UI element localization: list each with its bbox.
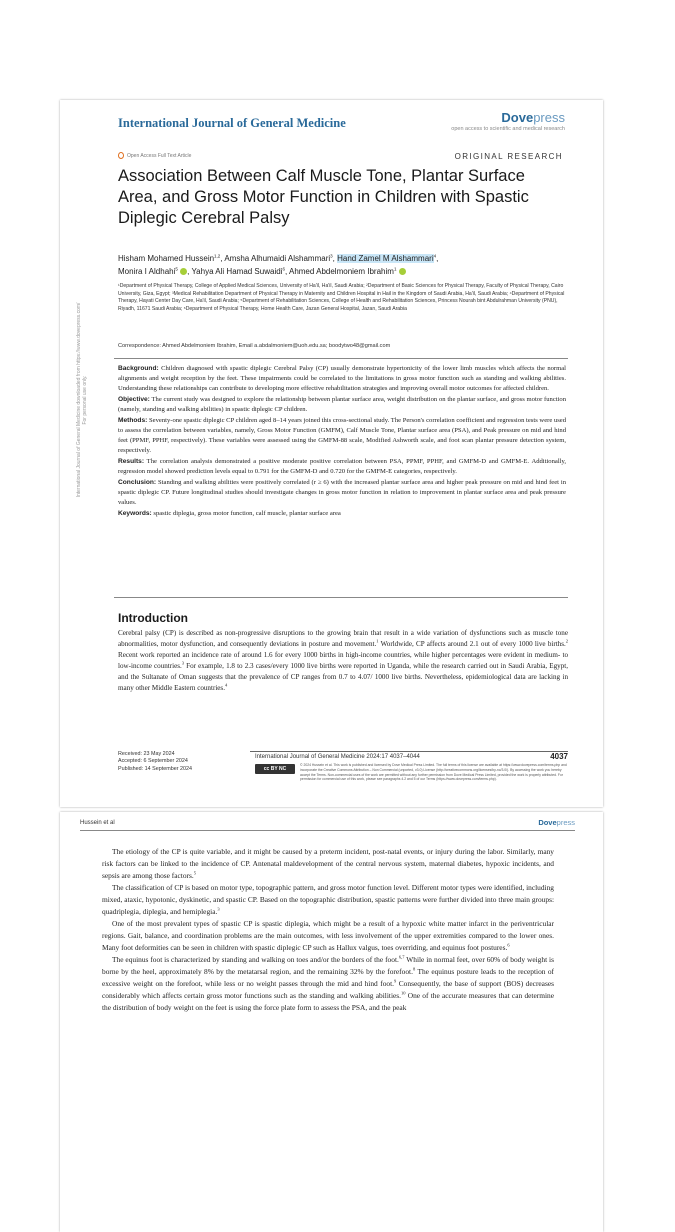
license-text: © 2024 Hussein et al. This work is published and licensed by Dove Medical Press Limited. The full terms of this license are available at https://www.dovepress.com/terms.php and incorporate the Creative Commons Attribution – Non Commercial (unported, v3.0) License (http://creativecommons.org/licenses/by-nc/3.0/). By accessing the work you hereby accept the Terms. Non-commercial uses of the work are permitted without any further permission from Dove Medical Press Limited, provided the work is properly attributed. For permission for commercial use of this work, please see paragraphs 4.2 and 5 of our Terms (https://www.dovepress.com/terms.php). bbox=[300, 763, 567, 782]
article-title: Association Between Calf Muscle Tone, Plantar Surface Area, and Gross Motor Function in Children with Spastic Diplegic Cerebral Palsy bbox=[118, 167, 529, 227]
intro-sentence: Cerebral palsy (CP) is described as non-progressive disruptions to the growing brain that result in a wide variation of dysfunctions such as muscle tone abnormalities, motor dysfunction, and consequently deviations in posture and movement. bbox=[118, 629, 568, 648]
published-date: Published: 14 September 2024 bbox=[118, 765, 193, 772]
dovepress-tagline: open access to scientific and medical research bbox=[451, 126, 565, 132]
author-name[interactable]: Amsha Alhumaidi Alshammari bbox=[224, 254, 331, 263]
intro-sentence: For example, 1.8 to 2.3 cases/every 1000 live births were reported in Uganda, while the research carried out in Saudi Arabia, Egypt, and the Sultanate of Oman suggests that the prevalence of CP ranges from 0.7 to 4.07/ 1000 live births. Nevertheless, epidemiological data are lacking in many other Middle Eastern countries. bbox=[118, 662, 569, 692]
download-notice-line: International Journal of General Medicine downloaded from https://www.dovepress.com/ bbox=[76, 302, 82, 498]
dovepress-logo-main: Dove bbox=[501, 110, 534, 125]
author-list: Hisham Mohamed Hussein$^{1,2}$, Amsha Alhumaidi Alshammari$^3$, Hand Zamel M Alshammari$^4$, Monira I Aldhahi$^5$ , Yahya Ali Hamad Suwaidi$^6$, Ahmed Abdelmoniem Ibrahim$^1$ bbox=[118, 253, 439, 276]
open-access-lock-icon bbox=[118, 152, 124, 159]
author-name[interactable]: Ahmed Abdelmoniem Ibrahim bbox=[288, 267, 394, 276]
citation-ref[interactable]: 8 bbox=[412, 966, 416, 972]
intro-sentence: Worldwide, CP affects around 2.1 out of every 1000 live births. bbox=[378, 640, 566, 648]
paragraph-text: One of the accurate measures that can determine the distribution of body weight on the feet is using the force plate form to assess the PSA, and the peak bbox=[102, 991, 554, 1012]
body-text bbox=[102, 846, 554, 1014]
abstract-label: Objective: bbox=[118, 396, 150, 403]
abstract-label: Background: bbox=[118, 365, 159, 372]
citation-ref[interactable]: 2 bbox=[565, 638, 569, 644]
citation-ref[interactable]: 9 bbox=[393, 978, 397, 984]
citation-ref[interactable]: 6 bbox=[507, 942, 510, 948]
citation-ref[interactable]: 5 bbox=[193, 870, 196, 876]
section-label: ORIGINAL RESEARCH bbox=[454, 152, 563, 161]
citation-ref[interactable]: 3 bbox=[181, 660, 185, 666]
abstract-objective: The current study was designed to explore the relationship between plantar surface area, weight distribution on the plantar surface, and gross motor function (namely, standing and walking abilities) in spastic diplegic CP children. bbox=[118, 396, 566, 413]
citation-ref[interactable]: 10 bbox=[401, 990, 406, 996]
correspondence: Correspondence: Ahmed Abdelmoniem Ibrahim, Email a.abdalmoniem@uoh.edu.sa; boodytwo48@gmail.com bbox=[118, 343, 391, 349]
affiliations: ¹Department of Physical Therapy, College of Applied Medical Sciences, University of Ha'il, Ha'il, Saudi Arabia; ²Department of Basic Sciences for Physical Therapy, Faculty of Physical Therapy, Cairo University, Giza, Egypt; ³Medical Rehabilitation Department of Physical Therapy in Maternity and Children Hospital in Hail in the Kingdom of Saudi Arabia, Ha'il, Saudi Arabia; ⁴Department of Physical Therapy, Hayati Center Day Care, Ha'il, Saudi Arabia; ⁵Department of Rehabilitation Sciences, College of Health and Rehabilitation Sciences, Princess Nourah bint Abdulrahman University (PNU), Riyadh, 11671 Saudi Arabia; ⁶Department of Physical Therapy, Home Health Care, Jazan General Hospital, Jazan, Saudi Arabia bbox=[118, 283, 565, 312]
download-sidebar bbox=[62, 302, 102, 498]
author-affil-sup: 1 bbox=[393, 266, 397, 272]
citation-ref[interactable]: 1 bbox=[376, 638, 379, 644]
introduction-heading: Introduction bbox=[118, 611, 188, 625]
footer-divider bbox=[250, 751, 568, 752]
paragraph-text: The equinus foot is characterized by standing and walking on toes and/or the borders of the foot. bbox=[112, 955, 399, 964]
page-number: 4037 bbox=[550, 752, 568, 761]
paragraph bbox=[102, 882, 554, 918]
citation-ref[interactable]: 4 bbox=[224, 682, 228, 688]
paragraph-text: The classification of CP is based on motor type, topographic pattern, and gross motor function level. Different motor types were identified, including mixed, ataxic, hypotonic, dyskinetic, and spastic CP. Based on the topographic distribution, spastic patterns were further divided into three main groups: quadriplegia, diplegia, and hemiplegia. bbox=[102, 883, 554, 916]
paragraph-text: One of the most prevalent types of spastic CP is spastic diplegia, which might be a result of a hypoxic white matter infarct in the periventricular regions. Gait, balance, and coordination problems are the main outcomes, with less involvement of the upper extremities compared to the lower ones. Many foot deformities can be seen in children with spastic diplegic CP such as Hallux valgus, toes overriding, and equinus foot postures. bbox=[102, 919, 554, 952]
author-name[interactable]: Hisham Mohamed Hussein bbox=[118, 254, 215, 263]
dovepress-logo-sub: press bbox=[533, 110, 565, 125]
abstract-conclusion: Standing and walking abilities were positively correlated (r ≥ 6) with the increased plantar surface area and higher peak pressure on mid and hind feet in spastic diplegic CP. Future longitudinal studies should investigate changes in gross motor function in relation to improvement in plantar surface area and peak pressure values. bbox=[118, 479, 566, 506]
citation-ref[interactable]: 3 bbox=[217, 906, 220, 912]
author-affil-sup: 4 bbox=[433, 253, 437, 259]
abstract bbox=[118, 364, 566, 520]
abstract-results: The correlation analysis demonstrated a positive moderate positive correlation between PSA, PPMF, PPHF, and GMFM-D and GMFM-E. Additionally, regression model showed prediction levels equal to 0.791 for the GMFM-D and 0.720 for the GMFM-E categories, respectively. bbox=[118, 458, 566, 475]
paragraph bbox=[102, 954, 554, 1014]
paragraph-text: While in normal feet, over 60% of body weight is borne by the heel, approximately 8% by the metatarsal region, and the remaining 32% by the forefoot. bbox=[102, 955, 554, 976]
received-date: Received: 23 May 2024 bbox=[118, 751, 175, 757]
article-page-2 bbox=[60, 812, 603, 1232]
accepted-date: Accepted: 6 September 2024 bbox=[118, 758, 188, 765]
journal-name[interactable]: International Journal of General Medicine bbox=[118, 116, 346, 130]
abstract-label: Results: bbox=[118, 458, 145, 465]
abstract-background: Children diagnosed with spastic diplegic Cerebral Palsy (CP) usually demonstrate hypertonicity of the lower limb muscles which affects the normal alignments and weight reception by the feet. These impairments could be correlated to the limitations in gross motor function such as standing and walking abilities. Understanding these relationships can contribute to developing more effective rehabilitation strategies and improving overall motor outcomes for affected children. bbox=[118, 365, 566, 392]
intro-sentence: Recent work reported an incidence rate of around 1.6 for every 1000 births in high-income countries, while higher percentages were evident in medium- to low-income countries. bbox=[118, 651, 568, 670]
author-affil-sup: 3 bbox=[330, 253, 333, 259]
cc-license-icon[interactable]: cc BY NC bbox=[255, 764, 295, 774]
dovepress-logo-main: Dove bbox=[538, 818, 557, 827]
author-affil-sup: 6 bbox=[282, 266, 285, 272]
citation-ref[interactable]: 6,7 bbox=[398, 954, 405, 960]
dovepress-logo-sub: press bbox=[556, 818, 575, 827]
orcid-icon[interactable] bbox=[399, 268, 406, 275]
paragraph bbox=[102, 846, 554, 882]
download-notice bbox=[76, 303, 88, 498]
abstract-label: Keywords: bbox=[118, 510, 152, 517]
article-page-1 bbox=[60, 100, 603, 807]
dovepress-logo[interactable] bbox=[451, 110, 565, 132]
author-name-highlighted[interactable]: Hand Zamel M Alshammari bbox=[337, 254, 434, 263]
header-divider bbox=[80, 830, 575, 831]
dovepress-logo[interactable] bbox=[538, 818, 575, 827]
author-name[interactable]: Yahya Ali Hamad Suwaidi bbox=[191, 267, 283, 276]
download-notice-line: For personal use only. bbox=[82, 375, 88, 425]
article-dates bbox=[118, 751, 192, 773]
abstract-keywords: spastic diplegia, gross motor function, calf muscle, plantar surface area bbox=[153, 510, 341, 517]
author-name[interactable]: Monira I Aldhahi bbox=[118, 267, 176, 276]
abstract-label: Methods: bbox=[118, 417, 148, 424]
footer-citation: International Journal of General Medicine 2024:17 4037–4044 bbox=[255, 754, 420, 760]
author-affil-sup: 5 bbox=[175, 266, 178, 272]
abstract-label: Conclusion: bbox=[118, 479, 157, 486]
open-access-text: Open Access Full Text Article bbox=[127, 152, 192, 159]
author-affil-sup: 1,2 bbox=[214, 253, 221, 259]
running-header-author: Hussein et al bbox=[80, 820, 115, 826]
paragraph-text: Consequently, the base of support (BOS) decreases considerably which affects certain gross motor functions such as the standing and walking abilities. bbox=[102, 979, 554, 1000]
paragraph-text: The equinus posture leads to the reception of excessive weight on the forefoot, while less or no weight passes through the mid and hind foot. bbox=[102, 967, 554, 988]
open-access-label bbox=[118, 152, 191, 159]
abstract-methods: Seventy-one spastic diplegic CP children aged 8–14 years joined this cross-sectional study. The Person's correlation coefficient and regression tests were used to assess the correlation between variables, namely, Gross Motor Function (GMFM), Calf Muscle Tone, Plantar surface area (PSA), and Peak pressure on mid and hind feet (PPMF, PPHF, respectively). These variables were assessed using the GMFM-88 scale, Modified Ashworth scale, and foot scan plantar pressure detection system, respectively. bbox=[118, 417, 567, 454]
paragraph-text: The etiology of the CP is quite variable, and it might be caused by a preterm incident, post-natal events, or injury during the labor. Similarly, many risk factors can be linked to the incidence of CP. Antenatal maldevelopment of the central nervous system, maternal diabetes, hypoxic incidents, and sepsis are among those factors. bbox=[102, 847, 554, 880]
introduction-text bbox=[118, 628, 568, 694]
orcid-icon[interactable] bbox=[180, 268, 187, 275]
paragraph bbox=[102, 918, 554, 954]
